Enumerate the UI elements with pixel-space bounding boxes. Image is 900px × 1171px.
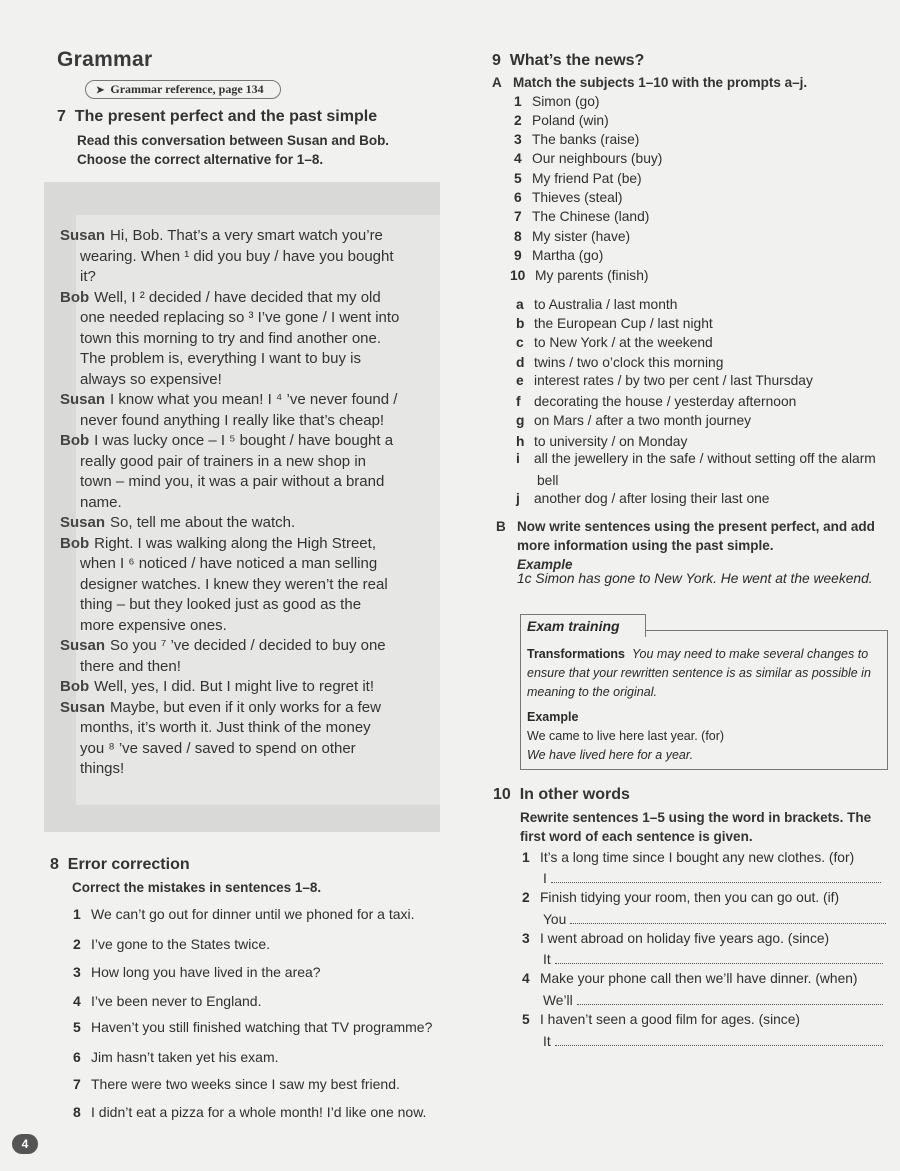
item-text: Our neighbours (buy) <box>532 151 663 166</box>
section-heading-grammar: Grammar <box>57 48 153 71</box>
subject-item <box>514 209 649 224</box>
item-letter: d <box>516 355 525 370</box>
list-item <box>73 993 261 1009</box>
item-text: on Mars / after a two month journey <box>534 413 752 428</box>
prompt-item <box>516 355 723 370</box>
answer-start-word: It <box>543 1034 551 1049</box>
dialogue-line: never found anything I really like that’s cheap! <box>80 411 385 429</box>
item-number: 3 <box>73 964 81 980</box>
dialogue-turn <box>60 698 432 719</box>
prompt-item <box>516 413 751 428</box>
item-text: interest rates / by two per cent / last Thursday <box>534 373 813 388</box>
list-item <box>73 1076 400 1092</box>
item-text: I’ve been never to England. <box>91 993 262 1009</box>
item-letter: a <box>516 297 524 312</box>
item-text: Martha (go) <box>532 248 604 263</box>
example-text: 1c Simon has gone to New York. He went at the weekend. <box>517 571 873 586</box>
prompt-item-continuation: bell <box>537 473 559 488</box>
prompt-item <box>516 316 713 331</box>
item-number: 8 <box>73 1104 81 1120</box>
dialogue-line: So, tell me about the watch. <box>110 514 296 531</box>
answer-line[interactable] <box>543 1033 883 1049</box>
dialogue-turn <box>60 288 432 309</box>
dialogue-turn <box>60 431 432 452</box>
item-text: We can’t go out for dinner until we phoned for a taxi. <box>91 906 415 922</box>
item-number: 7 <box>73 1076 81 1092</box>
list-item <box>73 1049 279 1065</box>
dialogue-line: So you ⁷ ’ve decided / decided to buy one <box>110 637 386 654</box>
item-number: 2 <box>514 113 522 128</box>
exercise-9-title <box>492 52 644 70</box>
grammar-reference-link[interactable] <box>85 80 281 99</box>
exercise-10-title <box>493 786 630 804</box>
item-number: 6 <box>73 1049 81 1065</box>
exercise-8-instruction: Correct the mistakes in sentences 1–8. <box>72 880 322 895</box>
speaker-name: Bob <box>60 432 90 449</box>
prompt-item <box>516 451 876 466</box>
answer-start-word: It <box>543 952 551 967</box>
dialogue-line: more expensive ones. <box>80 616 227 634</box>
item-number: 2 <box>73 936 81 952</box>
speaker-name: Bob <box>60 288 90 306</box>
part-a-text: Match the subjects 1–10 with the prompts a–j. <box>513 75 808 90</box>
prompt-item <box>516 297 677 312</box>
exercise-10-heading: In other words <box>519 786 630 803</box>
item-text: It’s a long time since I bought any new clothes. (for) <box>540 850 855 865</box>
dialogue-line: things! <box>80 760 125 777</box>
item-number: 9 <box>514 248 522 263</box>
item-text: to New York / at the weekend <box>534 335 713 350</box>
list-item <box>73 1019 432 1035</box>
answer-start-word: I <box>543 871 547 886</box>
item-text: Make your phone call then we’ll have dinner. (when) <box>540 971 858 986</box>
item-number: 1 <box>514 94 522 109</box>
answer-blank[interactable] <box>551 870 881 883</box>
list-item <box>73 906 415 922</box>
item-number: 6 <box>514 190 522 205</box>
item-text: the European Cup / last night <box>534 316 713 331</box>
item-text: My friend Pat (be) <box>532 171 642 186</box>
item-text: twins / two o’clock this morning <box>534 355 724 370</box>
item-text: The banks (raise) <box>532 132 640 147</box>
item-text: Jim hasn’t taken yet his exam. <box>91 1049 279 1065</box>
dialogue-line: name. <box>80 493 122 511</box>
item-letter: b <box>516 316 525 331</box>
speaker-name: Susan <box>60 698 106 716</box>
item-number: 5 <box>514 171 522 186</box>
list-item <box>73 964 321 980</box>
item-text: to Australia / last month <box>534 297 678 312</box>
exercise-8-title <box>50 856 190 874</box>
dialogue-line: Hi, Bob. That’s a very smart watch you’re <box>110 227 383 244</box>
dialogue-line: it? <box>80 268 96 285</box>
exam-training-tab: Exam training <box>520 614 646 637</box>
item-text: The Chinese (land) <box>532 209 650 224</box>
item-letter: e <box>516 373 524 388</box>
dialogue-turn <box>60 636 432 657</box>
list-item <box>73 936 270 952</box>
item-letter: c <box>516 335 524 350</box>
prompt-item <box>516 394 796 409</box>
item-text: Thieves (steal) <box>532 190 623 205</box>
exercise-7-number: 7 <box>57 108 66 125</box>
dialogue-line: Well, I ² decided / have decided that my old <box>94 288 381 306</box>
item-letter: i <box>516 451 520 466</box>
prompt-item <box>516 491 769 506</box>
item-number: 3 <box>514 132 522 147</box>
item-text: How long you have lived in the area? <box>91 964 321 980</box>
answer-start-word: You <box>543 912 567 927</box>
item-text: to university / on Monday <box>534 434 688 449</box>
dialogue-line: Right. I was walking along the High Street, <box>94 534 376 552</box>
answer-blank[interactable] <box>577 992 883 1005</box>
item-number: 4 <box>514 151 522 166</box>
prompt-item <box>516 373 813 388</box>
speaker-name: Susan <box>60 391 106 408</box>
item-number: 4 <box>522 971 530 986</box>
item-number: 2 <box>522 890 530 905</box>
item-number: 3 <box>522 931 530 946</box>
speaker-name: Susan <box>60 227 106 244</box>
part-letter: B <box>496 519 506 534</box>
exercise-10-instruction-2: first word of each sentence is given. <box>520 829 753 844</box>
exercise-7-heading: The present perfect and the past simple <box>74 108 378 125</box>
list-item <box>522 931 829 946</box>
dialogue <box>60 226 432 780</box>
speaker-name: Bob <box>60 534 90 552</box>
page-number-badge: 4 <box>12 1134 38 1154</box>
item-letter: f <box>516 394 521 409</box>
prompt-item <box>516 434 687 449</box>
item-text: There were two weeks since I saw my best friend. <box>91 1076 400 1092</box>
item-text: I haven’t seen a good film for ages. (since) <box>540 1012 800 1027</box>
dialogue-line: I was lucky once – I ⁵ bought / have bought a <box>94 432 394 449</box>
answer-line[interactable] <box>543 951 883 967</box>
dialogue-line: Well, yes, I did. But I might live to regret it! <box>94 678 375 695</box>
answer-line[interactable] <box>543 870 881 886</box>
item-text: decorating the house / yesterday afternoon <box>534 394 797 409</box>
exercise-10-number: 10 <box>493 786 511 803</box>
exam-text-1: You may need to make several changes to <box>631 647 869 661</box>
item-text: Simon (go) <box>532 94 600 109</box>
item-letter: j <box>516 491 520 506</box>
answer-blank[interactable] <box>570 911 886 924</box>
exercise-9-heading: What’s the news? <box>509 52 645 69</box>
exercise-8-heading: Error correction <box>67 856 190 873</box>
dialogue-line: one needed replacing so ³ I’ve gone / I went into <box>80 309 400 326</box>
answer-start-word: We’ll <box>543 993 573 1008</box>
item-text: I went abroad on holiday five years ago. (since) <box>540 931 830 946</box>
dialogue-line: The problem is, everything I want to buy is <box>80 350 361 367</box>
answer-blank[interactable] <box>555 951 883 964</box>
dialogue-line: when I ⁶ noticed / have noticed a man selling <box>80 555 378 572</box>
subject-item <box>514 248 603 263</box>
list-item <box>522 971 858 986</box>
subject-item <box>514 113 609 128</box>
part-b-text-1: Now write sentences using the present perfect, and add <box>517 519 875 534</box>
item-text: Poland (win) <box>532 113 609 128</box>
dialogue-turn <box>60 390 432 411</box>
dialogue-line: really good pair of trainers in a new shop in <box>80 452 366 470</box>
subject-item <box>514 94 599 109</box>
example-label: Example <box>517 557 573 572</box>
dialogue-line: town this morning to try and find another one. <box>80 329 382 347</box>
item-number: 10 <box>510 268 526 283</box>
item-number: 8 <box>514 229 522 244</box>
subject-item <box>514 151 662 166</box>
dialogue-line: Maybe, but even if it only works for a few <box>110 698 381 716</box>
item-number: 5 <box>73 1019 81 1035</box>
item-text: another dog / after losing their last one <box>534 491 770 506</box>
exercise-9-part-a-instruction <box>492 73 807 92</box>
dialogue-line: there and then! <box>80 657 181 675</box>
item-text: Finish tidying your room, then you can go out. (if) <box>540 890 840 905</box>
speaker-name: Susan <box>60 514 106 531</box>
part-letter: A <box>492 75 502 90</box>
subject-item <box>514 171 642 186</box>
exam-training-text <box>527 645 882 765</box>
exam-label: Transformations <box>527 647 625 661</box>
answer-line[interactable] <box>543 911 886 927</box>
exam-text-2: ensure that your rewritten sentence is as similar as possible in <box>527 666 871 680</box>
subject-item <box>514 190 622 205</box>
dialogue-turn <box>60 534 432 555</box>
exercise-9-number: 9 <box>492 52 501 69</box>
subject-item <box>514 229 630 244</box>
item-number: 1 <box>522 850 530 865</box>
speaker-name: Bob <box>60 678 90 695</box>
exam-text-3: meaning to the original. <box>527 685 657 699</box>
answer-line[interactable] <box>543 992 883 1008</box>
item-text: I didn’t eat a pizza for a whole month! I’d like one now. <box>91 1104 427 1120</box>
item-text: My parents (finish) <box>535 268 649 283</box>
item-letter: h <box>516 434 525 449</box>
list-item <box>522 890 839 905</box>
dialogue-line: wearing. When ¹ did you buy / have you bought <box>80 247 394 265</box>
dialogue-line: months, it’s worth it. Just think of the money <box>80 719 371 736</box>
dialogue-line: I know what you mean! I ⁴ ’ve never found / <box>110 391 398 408</box>
item-letter: g <box>516 413 525 428</box>
answer-blank[interactable] <box>555 1033 883 1046</box>
item-text: Haven’t you still finished watching that TV programme? <box>91 1019 433 1035</box>
exam-example-2: We have lived here for a year. <box>527 748 694 762</box>
dialogue-turn <box>60 513 432 534</box>
exam-example-label: Example <box>527 710 579 724</box>
exam-example-1: We came to live here last year. (for) <box>527 729 725 743</box>
item-text: I’ve gone to the States twice. <box>91 936 270 952</box>
dialogue-line: always so expensive! <box>80 370 222 388</box>
exercise-8-number: 8 <box>50 856 59 873</box>
dialogue-turn <box>60 226 432 247</box>
exercise-7-instruction-1: Read this conversation between Susan and Bob. <box>77 133 390 148</box>
dialogue-turn <box>60 677 432 698</box>
item-number: 5 <box>522 1012 530 1027</box>
exercise-7-instruction-2: Choose the correct alternative for 1–8. <box>77 152 324 167</box>
grammar-reference-label: Grammar reference, page 134 <box>110 82 264 96</box>
exercise-9-part-b-instruction <box>496 517 875 536</box>
exercise-10-instruction-1: Rewrite sentences 1–5 using the word in brackets. The <box>520 810 872 825</box>
list-item <box>522 1012 800 1027</box>
prompt-item <box>516 335 713 350</box>
dialogue-line: town – mind you, it was a pair without a brand <box>80 473 385 490</box>
speaker-name: Susan <box>60 637 106 654</box>
list-item <box>73 1104 426 1120</box>
subject-item <box>510 268 648 283</box>
subject-item <box>514 132 639 147</box>
item-number: 7 <box>514 209 522 224</box>
dialogue-line: thing – but they looked just as good as the <box>80 596 362 613</box>
dialogue-line: you ⁸ ’ve saved / saved to spend on other <box>80 739 356 757</box>
dialogue-line: designer watches. I knew they weren’t the real <box>80 575 388 593</box>
item-number: 4 <box>73 993 81 1009</box>
item-text: all the jewellery in the safe / without setting off the alarm <box>534 451 876 466</box>
list-item <box>522 850 854 865</box>
item-number: 1 <box>73 906 81 922</box>
exercise-7-title <box>57 108 377 126</box>
item-text: My sister (have) <box>532 229 631 244</box>
arrow-right-icon: ➤ <box>96 85 105 96</box>
part-b-text-2: more information using the past simple. <box>517 538 774 553</box>
